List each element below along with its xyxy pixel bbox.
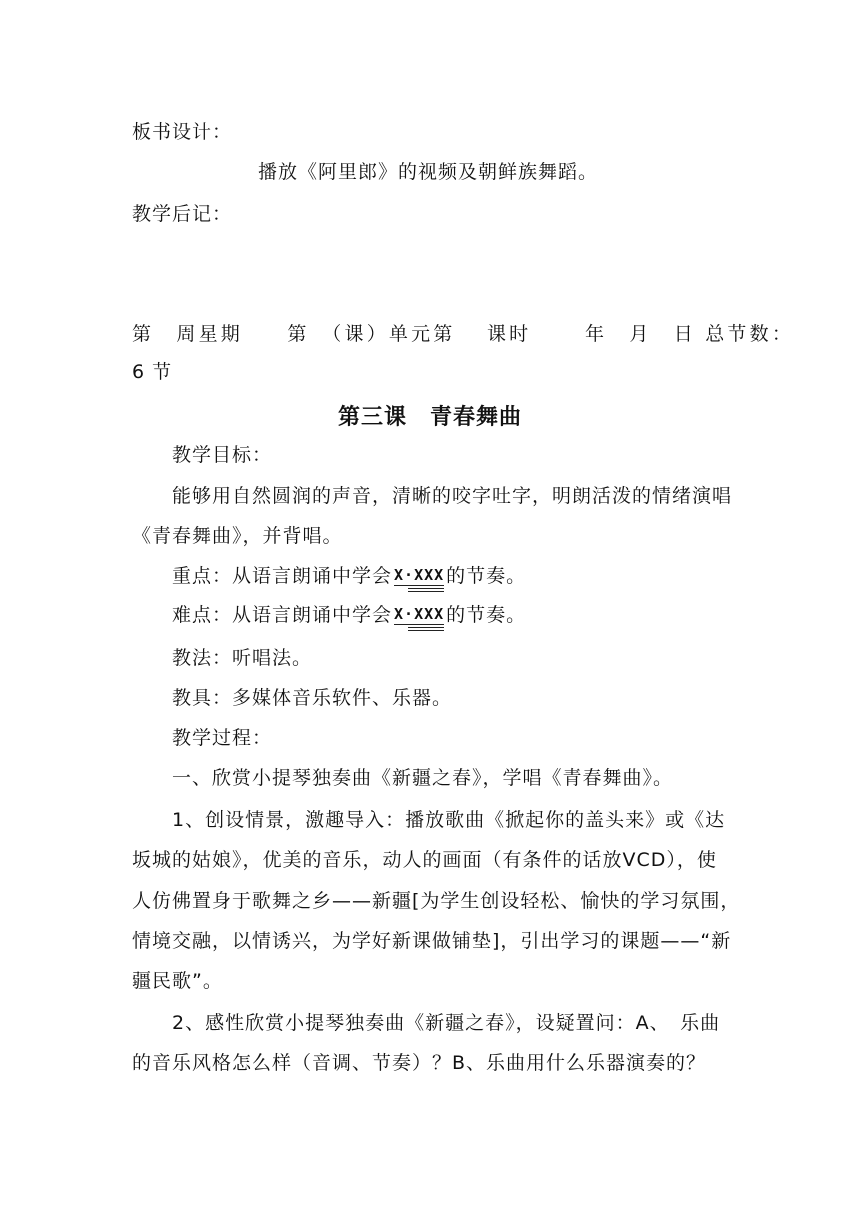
step-1-1-line-2: 坂城的姑娘》，优美的音乐，动人的画面（有条件的话放VCD），使 <box>132 849 717 871</box>
underline <box>408 627 444 628</box>
teaching-notes-label: 教学后记： <box>132 203 233 225</box>
step-1-1-line-4: 情境交融，以情诱兴，为学好新课做铺垫]，引出学习的课题——“新 <box>132 930 732 952</box>
tools: 教具：多媒体音乐软件、乐器。 <box>172 687 453 709</box>
underline <box>394 585 444 586</box>
schedule-line: 第 周星期 第 （课）单元第 课时 年 月 日 总节数： <box>132 323 795 345</box>
rhythm-text: X·XXX <box>394 605 445 623</box>
rhythm-notation <box>394 567 444 583</box>
step-1-heading: 一、欣赏小提琴独奏曲《新疆之春》，学唱《青春舞曲》。 <box>172 767 674 789</box>
step-1-1-line-1: 1、创设情景，激趣导入：播放歌曲《掀起你的盖头来》或《达 <box>172 809 726 831</box>
underline <box>408 588 444 589</box>
key-point-prefix: 重点：从语言朗诵中学会 <box>172 565 393 587</box>
objectives-line-2: 《青春舞曲》，并背唱。 <box>132 525 343 547</box>
difficulty-suffix: 的节奏。 <box>446 604 527 626</box>
difficulty-prefix: 难点：从语言朗诵中学会 <box>172 604 393 626</box>
process-label: 教学过程： <box>172 727 273 749</box>
objectives-line-1: 能够用自然圆润的声音，清晰的咬字吐字，明朗活泼的情绪演唱 <box>172 485 733 507</box>
underline <box>408 591 444 592</box>
schedule-line-2: 6 节 <box>132 361 173 383</box>
board-design-label: 板书设计： <box>132 121 233 143</box>
step-1-2-line-1: 2、感性欣赏小提琴独奏曲《新疆之春》，设疑置问：A、 乐曲 <box>172 1012 721 1034</box>
step-1-1-line-3: 人仿佛置身于歌舞之乡——新疆[为学生创设轻松、愉快的学习氛围， <box>132 890 741 912</box>
objectives-label: 教学目标： <box>172 444 273 466</box>
method: 教法：听唱法。 <box>172 647 313 669</box>
rhythm-text: X·XXX <box>394 566 445 584</box>
rhythm-notation <box>394 606 444 622</box>
board-design-content: 播放《阿里郎》的视频及朝鲜族舞蹈。 <box>258 161 599 183</box>
difficulty-point <box>172 603 526 627</box>
step-1-2-line-2: 的音乐风格怎么样（音调、节奏）？B、乐曲用什么乐器演奏的？ <box>132 1052 707 1074</box>
key-point-suffix: 的节奏。 <box>446 565 527 587</box>
underline <box>408 630 444 631</box>
key-point <box>172 564 526 588</box>
step-1-1-line-5: 疆民歌”。 <box>132 970 223 992</box>
underline <box>394 624 444 625</box>
lesson-title: 第三课 青春舞曲 <box>337 405 522 430</box>
